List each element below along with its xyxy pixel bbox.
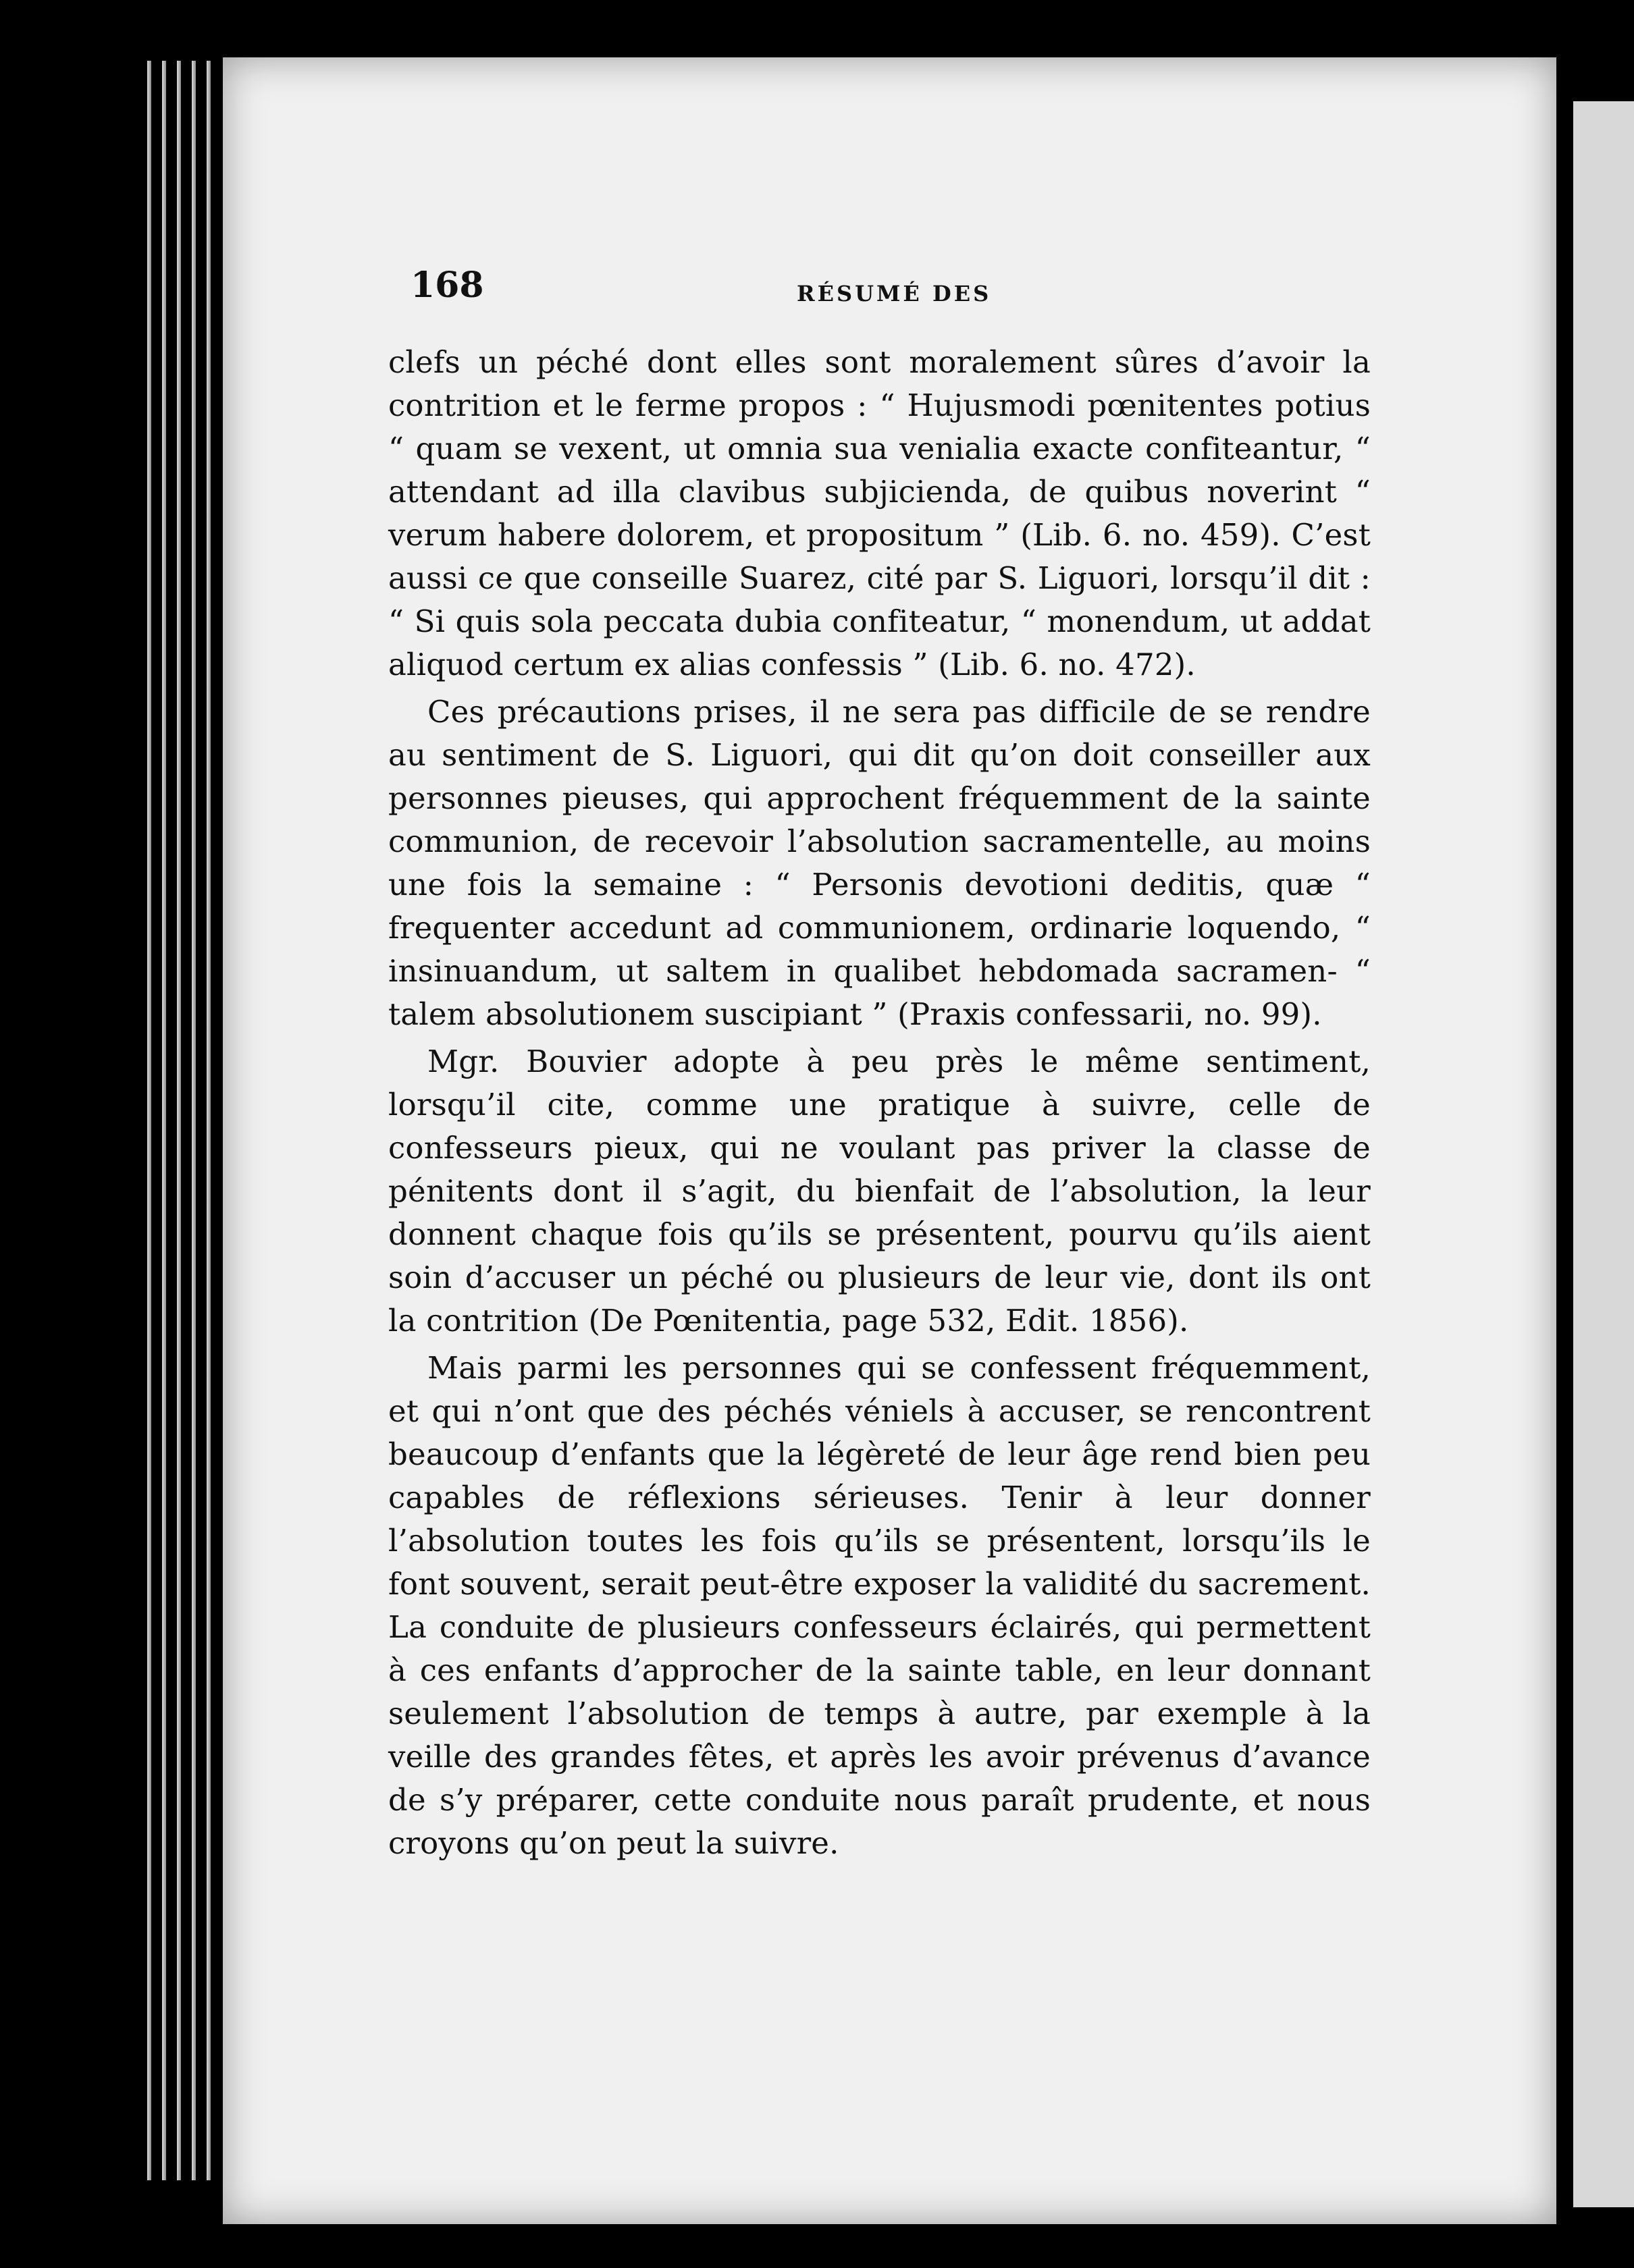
paragraph: Mais parmi les personnes qui se confessent fréquemment, et qui n’ont que des péchés véniels à accuser, se rencontrent beaucoup d’enfants que la légèreté de leur âge rend bien peu capables de réflexions sérieuses. Tenir à leur donner l’absolution toutes les fois qu’ils se présentent, lorsqu’ils le font souvent, serait peut-être exposer la validité du sacrement. La conduite de plusieurs confesseurs éclairés, qui permettent à ces enfants d’approcher de la sainte table, en leur donnant seulement l’absolution de temps à autre, par exemple à la veille des grandes fêtes, et après les avoir prévenus d’avance de s’y préparer, cette conduite nous paraît prudente, et nous croyons qu’on peut la suivre. [388,1350,1371,1861]
page-edge [177,61,181,2180]
page-edge [192,61,196,2180]
running-head: RÉSUMÉ DES [797,281,992,306]
facing-page-edge [1573,101,1634,2207]
page-number: 168 [411,265,484,306]
page-edge [147,61,151,2180]
paragraph: Ces précautions prises, il ne sera pas difficile de se rendre au sentiment de S. Liguori, qui dit qu’on doit conseiller aux personnes pieuses, qui approchent fréquemment de la sainte communion, de recevoir l’absolution sacramentelle, au moins une fois la semaine : “ Personis devotioni deditis, quæ “ frequenter accedunt ad communionem, ordinarie loquendo, “ insinuandum, ut saltem in qualibet hebdomada sacramen- “ talem absolutionem suscipiant ” (Praxis confessarii, no. 99). [388,694,1371,1032]
body-text [388,341,1371,1869]
paragraph: Mgr. Bouvier adopte à peu près le même sentiment, lorsqu’il cite, comme une pratique à suivre, celle de confesseurs pieux, qui ne voulant pas priver la classe de pénitents dont il s’agit, du bienfait de l’absolution, la leur donnent chaque fois qu’ils se présentent, pourvu qu’ils aient soin d’accuser un péché ou plusieurs de leur vie, dont ils ont la contrition (De Pœnitentia, page 532, Edit. 1856). [388,1044,1371,1339]
page-edge [207,61,211,2180]
paragraph: clefs un péché dont elles sont moralement sûres d’avoir la contrition et le ferme propos : “ Hujusmodi pœnitentes potius “ quam se vexent, ut omnia sua venialia exacte confiteantur, “ attendant ad illa clavibus subjicienda, de quibus noverint “ verum habere dolorem, et propositum ” (Lib. 6. no. 459). C’est aussi ce que conseille Suarez, cité par S. Liguori, lorsqu’il dit : “ Si quis sola peccata dubia confiteatur, “ monendum, ut addat aliquod certum ex alias confessis ” (Lib. 6. no. 472). [388,344,1371,682]
page-edge [162,61,166,2180]
